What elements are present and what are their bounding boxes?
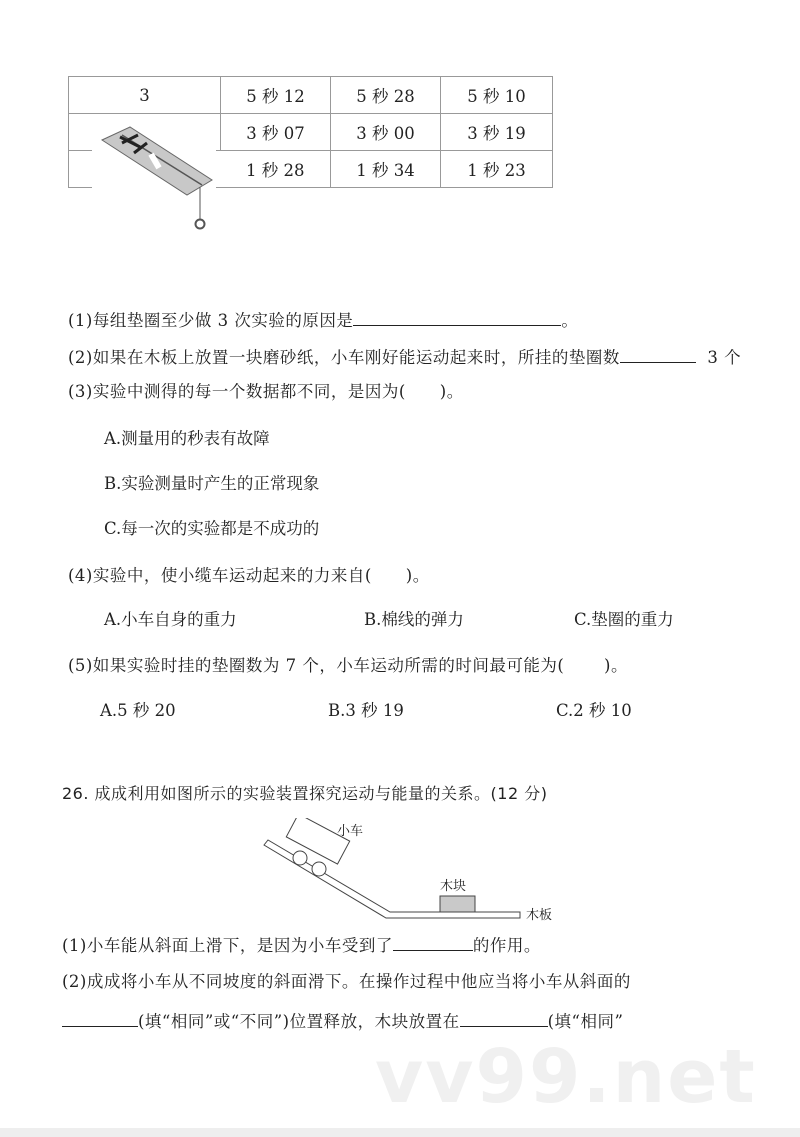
table-cell: 1 秒 28 <box>221 151 331 188</box>
cable-car-apparatus-image <box>92 125 216 235</box>
table-row <box>69 77 553 114</box>
option-c: C.2 秒 10 <box>556 701 632 720</box>
option-a: A.5 秒 20 <box>100 701 176 720</box>
question-text: 3 个 <box>707 348 742 367</box>
option-b: B.3 秒 19 <box>328 701 404 720</box>
table-cell: 5 秒 10 <box>441 77 553 114</box>
option-b: B.实验测量时产生的正常现象 <box>104 474 320 493</box>
question-text: (填“相同” <box>547 1012 624 1031</box>
question-26-title: 26. 成成利用如图所示的实验装置探究运动与能量的关系。(12 分) <box>62 784 548 803</box>
question-25-4: (4)实验中，使小缆车运动起来的力来自( )。 <box>68 566 430 585</box>
question-text: (2)如果在木板上放置一块磨砂纸，小车刚好能运动起来时，所挂的垫圈数 <box>68 348 620 367</box>
table-cell: 3 <box>69 77 221 114</box>
question-26-2-cont <box>62 1010 623 1032</box>
option-b: B.棉线的弹力 <box>364 610 464 629</box>
table-cell: 5 秒 28 <box>331 77 441 114</box>
incline-diagram <box>262 818 562 922</box>
question-text: 的作用。 <box>472 936 541 955</box>
table-cell: 1 秒 34 <box>331 151 441 188</box>
question-text: (1)小车能从斜面上滑下，是因为小车受到了 <box>62 936 393 955</box>
answer-blank[interactable] <box>620 346 696 363</box>
table-cell: 3 秒 19 <box>441 114 553 151</box>
question-26-2: (2)成成将小车从不同坡度的斜面滑下。在操作过程中他应当将小车从斜面的 <box>62 972 631 991</box>
answer-blank[interactable] <box>393 934 473 951</box>
question-25-5: (5)如果实验时挂的垫圈数为 7 个，小车运动所需的时间最可能为( )。 <box>68 656 628 675</box>
question-25-3: (3)实验中测得的每一个数据都不同，是因为( )。 <box>68 382 464 401</box>
board-label: 木板 <box>526 908 553 922</box>
table-cell: 3 秒 00 <box>331 114 441 151</box>
question-text: (填“相同”或“不同”)位置释放，木块放置在 <box>138 1012 460 1031</box>
table-cell: 1 秒 23 <box>441 151 553 188</box>
option-c: C.垫圈的重力 <box>574 610 674 629</box>
option-c: C.每一次的实验都是不成功的 <box>104 519 320 538</box>
option-a: A.测量用的秒表有故障 <box>104 429 270 448</box>
question-text: 。 <box>561 311 579 330</box>
table-cell: 3 秒 07 <box>221 114 331 151</box>
option-a: A.小车自身的重力 <box>104 610 237 629</box>
question-26-1 <box>62 934 541 956</box>
question-25-2 <box>68 346 741 368</box>
watermark: vv99.net <box>375 1034 757 1120</box>
question-text: (1)每组垫圈至少做 3 次实验的原因是 <box>68 311 354 330</box>
page-bottom-edge <box>0 1128 800 1137</box>
table-cell: 5 秒 12 <box>221 77 331 114</box>
block-label: 木块 <box>440 879 467 894</box>
question-25-1 <box>68 309 578 331</box>
answer-blank[interactable] <box>353 309 561 326</box>
answer-blank[interactable] <box>62 1010 138 1027</box>
answer-blank[interactable] <box>460 1010 548 1027</box>
car-label: 小车 <box>337 824 364 839</box>
